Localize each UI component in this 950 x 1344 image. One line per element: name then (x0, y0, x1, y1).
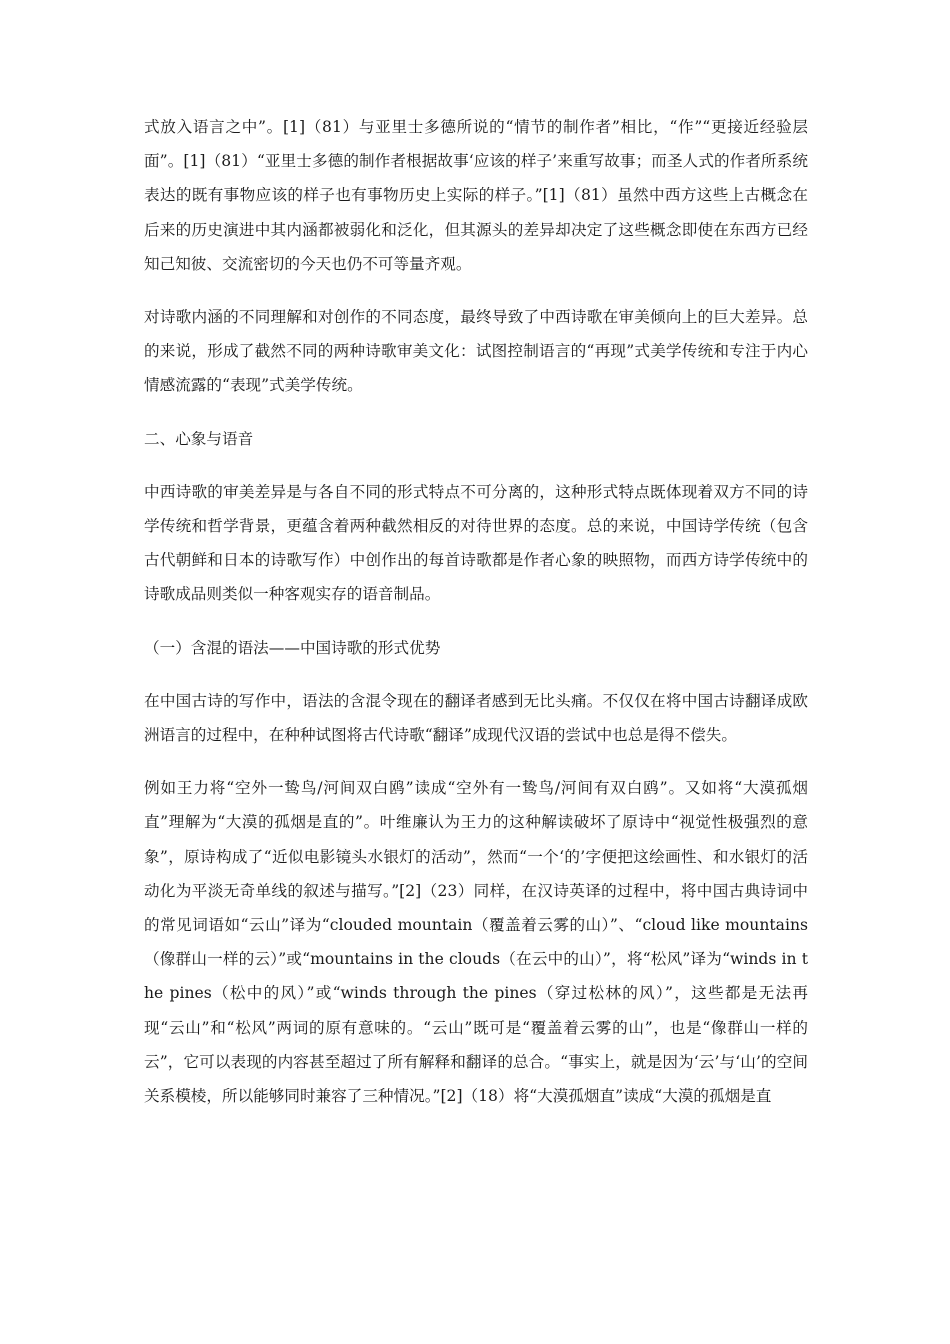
document-body (144, 110, 808, 1132)
paragraph-2: 对诗歌内涵的不同理解和对创作的不同态度，最终导致了中西诗歌在审美倾向上的巨大差异。总的来说，形成了截然不同的两种诗歌审美文化：试图控制语言的“再现”式美学传统和专注于内心情感流露的“表现”式美学传统。 (144, 308, 808, 395)
paragraph-5: 例如王力将“空外一鸷鸟/河间双白鸥”读成“空外有一鸷鸟/河间有双白鸥”。又如将“大漠孤烟直”理解为“大漠的孤烟是直的”。叶维廉认为王力的这种解读破坏了原诗中“视觉性极强烈的意象”，原诗构成了“近似电影镜头水银灯的活动”，然而“一个‘的’字便把这绘画性、和水银灯的活动化为平淡无奇单线的叙述与描写。”[2]（23）同样，在汉诗英译的过程中，将中国古典诗词中的常见词语如“云山”译为“clouded mountain（覆盖着云雾的山）”、“cloud like mountains（像群山一样的云）”或“mountains in the clouds（在云中的山）”，将“松风”译为“winds in the pines（松中的风）”或“winds through the pines（穿过松林的风）”，这些都是无法再现“云山”和“松风”两词的原有意味的。“云山”既可是“覆盖着云雾的山”，也是“像群山一样的云”，它可以表现的内容甚至超过了所有解释和翻译的总合。“事实上，就是因为‘云’与‘山’的空间关系模棱，所以能够同时兼容了三种情况。”[2]（18）将“大漠孤烟直”读成“大漠的孤烟是直 (144, 779, 808, 1106)
paragraph-4: 在中国古诗的写作中，语法的含混令现在的翻译者感到无比头痛。不仅仅在将中国古诗翻译成欧洲语言的过程中，在种种试图将古代诗歌“翻译”成现代汉语的尝试中也总是得不偿失。 (144, 691, 808, 745)
paragraph-3: 中西诗歌的审美差异是与各自不同的形式特点不可分离的，这种形式特点既体现着双方不同的诗学传统和哲学背景，更蕴含着两种截然相反的对待世界的态度。总的来说，中国诗学传统（包含古代朝鲜和日本的诗歌写作）中创作出的每首诗歌都是作者心象的映照物，而西方诗学传统中的诗歌成品则类似一种客观实存的语音制品。 (144, 482, 808, 604)
section-heading: 二、心象与语音 (144, 429, 254, 448)
subsection-heading: （一）含混的语法——中国诗歌的形式优势 (144, 638, 441, 657)
paragraph-1: 式放入语言之中”。[1]（81）与亚里士多德所说的“情节的制作者”相比，“作”“更接近经验层面”。[1]（81）“亚里士多德的制作者根据故事‘应该的样子’来重写故事；而圣人式的作者所系统表达的既有事物应该的样子也有事物历史上实际的样子。”[1]（81）虽然中西方这些上古概念在后来的历史演进中其内涵都被弱化和泛化，但其源头的差异却决定了这些概念即使在东西方已经知己知彼、交流密切的今天也仍不可等量齐观。 (144, 118, 808, 273)
